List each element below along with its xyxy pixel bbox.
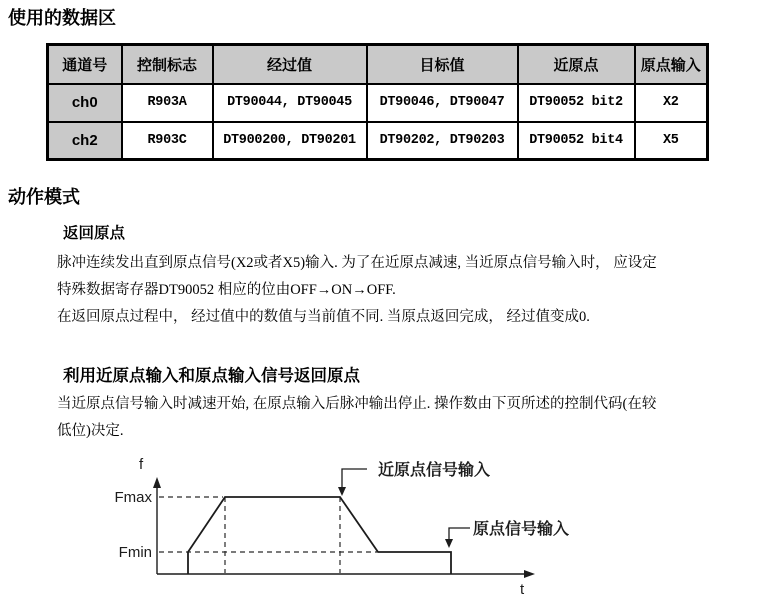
table-header-row xyxy=(48,45,708,84)
data-area-table xyxy=(46,43,709,161)
section-return-home-heading: 返回原点 xyxy=(63,225,126,242)
body-text-line: 脉冲连续发出直到原点信号(X2或者X5)输入. 为了在近原点减速, 当近原点信号输入时， 应设定 xyxy=(57,255,657,271)
section-near-home-return-heading: 利用近原点输入和原点输入信号返回原点 xyxy=(63,367,360,385)
page-title-data-area: 使用的数据区 xyxy=(8,8,116,28)
fmin-label: Fmin xyxy=(118,544,152,561)
col-header-target: 目标值 xyxy=(367,45,518,84)
t-axis-arrow-icon xyxy=(524,570,535,578)
body-text-line: 在返回原点过程中， 经过值中的数值与当前值不同. 当原点返回完成， 经过值变成0. xyxy=(57,309,590,325)
body-text-line: 特殊数据寄存器DT90052 相应的位由OFF→ON→OFF. xyxy=(57,282,396,298)
cell-ch0-home-input: X2 xyxy=(635,84,708,122)
home-signal-arrow-icon xyxy=(445,539,453,548)
near-home-return-paragraph xyxy=(57,391,779,445)
velocity-profile-diagram xyxy=(100,451,580,598)
cell-ch0-channel: ch0 xyxy=(48,84,122,122)
near-home-signal-callout-line xyxy=(342,469,367,489)
home-signal-label: 原点信号输入 xyxy=(473,521,570,538)
f-axis-arrow-icon xyxy=(153,477,161,488)
col-header-elapsed: 经过值 xyxy=(213,45,367,84)
col-header-home-input: 原点输入 xyxy=(635,45,708,84)
cell-ch0-target: DT90046, DT90047 xyxy=(367,84,518,122)
cell-ch2-near-home: DT90052 bit4 xyxy=(518,122,635,160)
cell-ch2-channel: ch2 xyxy=(48,122,122,160)
body-text-line: 当近原点信号输入时减速开始, 在原点输入后脉冲输出停止. 操作数由下页所述的控制代码(在较 xyxy=(57,396,657,412)
body-text-line: 低位)决定. xyxy=(57,423,124,439)
col-header-control-flag: 控制标志 xyxy=(122,45,213,84)
cell-ch2-elapsed: DT900200, DT90201 xyxy=(213,122,367,160)
t-axis-label: t xyxy=(520,581,525,598)
col-header-near-home: 近原点 xyxy=(518,45,635,84)
cell-ch0-elapsed: DT90044, DT90045 xyxy=(213,84,367,122)
return-home-paragraph xyxy=(57,250,779,331)
cell-ch0-control-flag: R903A xyxy=(122,84,213,122)
near-home-signal-label: 近原点信号输入 xyxy=(378,462,491,479)
near-home-signal-arrow-icon xyxy=(338,487,346,496)
cell-ch2-home-input: X5 xyxy=(635,122,708,160)
fmax-label: Fmax xyxy=(114,489,152,506)
cell-ch2-control-flag: R903C xyxy=(122,122,213,160)
f-axis-label: f xyxy=(139,456,144,473)
page-title-operation-mode: 动作模式 xyxy=(8,187,80,207)
cell-ch0-near-home: DT90052 bit2 xyxy=(518,84,635,122)
col-header-channel: 通道号 xyxy=(48,45,122,84)
velocity-profile-curve xyxy=(188,497,451,574)
table-row-ch0 xyxy=(48,84,708,122)
table-row-ch2 xyxy=(48,122,708,160)
cell-ch2-target: DT90202, DT90203 xyxy=(367,122,518,160)
